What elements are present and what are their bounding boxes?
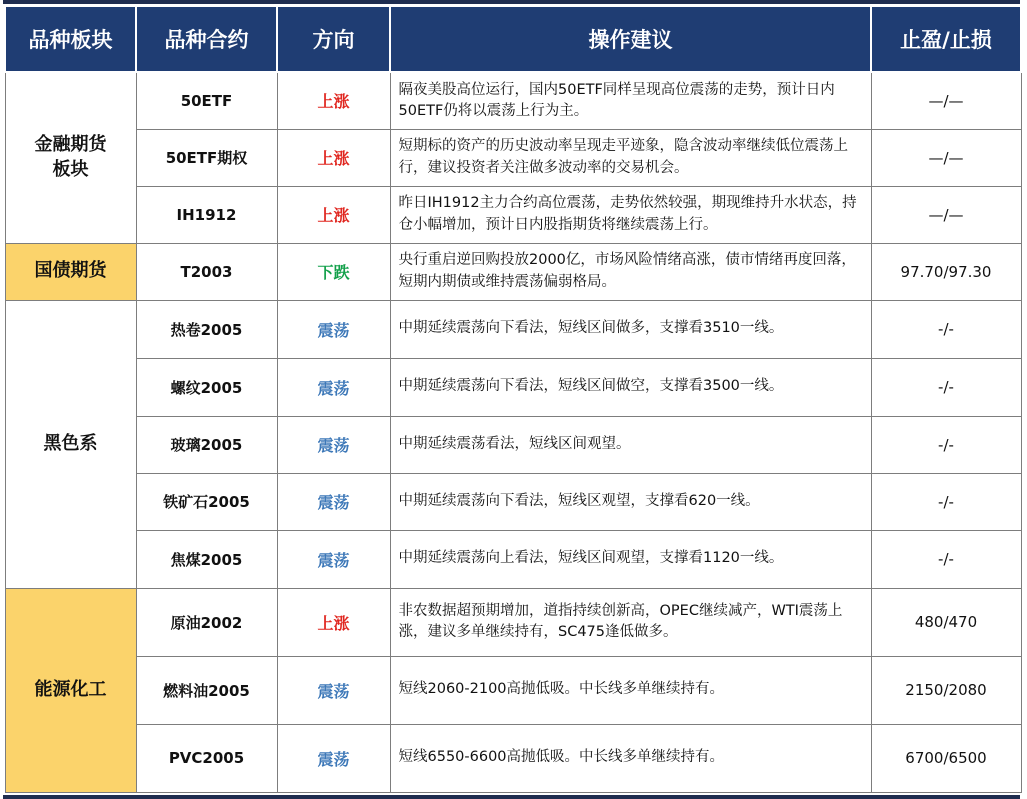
table-header-row xyxy=(5,6,1021,72)
direction-cell: 上涨 xyxy=(277,186,390,243)
futures-strategy-table xyxy=(4,5,1022,793)
contract-cell: 焦煤2005 xyxy=(136,530,277,588)
stop-cell: 480/470 xyxy=(871,588,1021,656)
stop-cell: 97.70/97.30 xyxy=(871,243,1021,300)
stop-cell: -/- xyxy=(871,358,1021,416)
contract-cell: PVC2005 xyxy=(136,724,277,792)
table-row xyxy=(5,530,1021,588)
table-row xyxy=(5,129,1021,186)
contract-cell: IH1912 xyxy=(136,186,277,243)
advice-cell: 中期延续震荡向下看法，短线区观望，支撑看620一线。 xyxy=(390,473,871,530)
advice-cell: 央行重启逆回购投放2000亿，市场风险情绪高涨，债市情绪再度回落，短期内期债或维持震荡偏弱格局。 xyxy=(390,243,871,300)
sector-cell: 国债期货 xyxy=(5,243,136,300)
header-stop: 止盈/止损 xyxy=(871,6,1021,72)
sector-cell: 金融期货 板块 xyxy=(5,72,136,243)
header-direction: 方向 xyxy=(277,6,390,72)
contract-cell: 原油2002 xyxy=(136,588,277,656)
stop-cell: -/- xyxy=(871,416,1021,473)
table-row xyxy=(5,300,1021,358)
bottom-border-line xyxy=(3,795,1020,799)
contract-cell: 螺纹2005 xyxy=(136,358,277,416)
header-sector: 品种板块 xyxy=(5,6,136,72)
sector-cell: 能源化工 xyxy=(5,588,136,792)
stop-cell: -/- xyxy=(871,300,1021,358)
advice-cell: 短期标的资产的历史波动率呈现走平迹象，隐含波动率继续低位震荡上行，建议投资者关注做多波动率的交易机会。 xyxy=(390,129,871,186)
table-row xyxy=(5,473,1021,530)
direction-cell: 上涨 xyxy=(277,588,390,656)
table-row xyxy=(5,186,1021,243)
advice-cell: 短线2060-2100高抛低吸。中长线多单继续持有。 xyxy=(390,656,871,724)
table-row xyxy=(5,243,1021,300)
direction-cell: 震荡 xyxy=(277,358,390,416)
stop-cell: 6700/6500 xyxy=(871,724,1021,792)
contract-cell: 玻璃2005 xyxy=(136,416,277,473)
table-row xyxy=(5,656,1021,724)
advice-cell: 短线6550-6600高抛低吸。中长线多单继续持有。 xyxy=(390,724,871,792)
contract-cell: 50ETF xyxy=(136,72,277,129)
contract-cell: 燃料油2005 xyxy=(136,656,277,724)
contract-cell: 热卷2005 xyxy=(136,300,277,358)
stop-cell: -/- xyxy=(871,473,1021,530)
advice-cell: 中期延续震荡向下看法，短线区间做多，支撑看3510一线。 xyxy=(390,300,871,358)
advice-cell: 非农数据超预期增加，道指持续创新高，OPEC继续减产，WTI震荡上涨，建议多单继续持有，SC475逢低做多。 xyxy=(390,588,871,656)
direction-cell: 下跌 xyxy=(277,243,390,300)
table-row xyxy=(5,588,1021,656)
sector-cell: 黑色系 xyxy=(5,300,136,588)
contract-cell: 铁矿石2005 xyxy=(136,473,277,530)
stop-cell: —/— xyxy=(871,72,1021,129)
table-row xyxy=(5,358,1021,416)
direction-cell: 上涨 xyxy=(277,129,390,186)
advice-cell: 中期延续震荡向上看法，短线区间观望，支撑看1120一线。 xyxy=(390,530,871,588)
advice-cell: 昨日IH1912主力合约高位震荡，走势依然较强，期现维持升水状态，持仓小幅增加，预计日内股指期货将继续震荡上行。 xyxy=(390,186,871,243)
header-contract: 品种合约 xyxy=(136,6,277,72)
table-body xyxy=(5,72,1021,792)
advice-cell: 隔夜美股高位运行，国内50ETF同样呈现高位震荡的走势，预计日内50ETF仍将以震荡上行为主。 xyxy=(390,72,871,129)
advice-cell: 中期延续震荡向下看法，短线区间做空，支撑看3500一线。 xyxy=(390,358,871,416)
direction-cell: 上涨 xyxy=(277,72,390,129)
table-row xyxy=(5,724,1021,792)
advice-cell: 中期延续震荡看法，短线区间观望。 xyxy=(390,416,871,473)
stop-cell: —/— xyxy=(871,186,1021,243)
direction-cell: 震荡 xyxy=(277,656,390,724)
stop-cell: 2150/2080 xyxy=(871,656,1021,724)
header-advice: 操作建议 xyxy=(390,6,871,72)
contract-cell: T2003 xyxy=(136,243,277,300)
direction-cell: 震荡 xyxy=(277,416,390,473)
direction-cell: 震荡 xyxy=(277,300,390,358)
stop-cell: -/- xyxy=(871,530,1021,588)
contract-cell: 50ETF期权 xyxy=(136,129,277,186)
stop-cell: —/— xyxy=(871,129,1021,186)
direction-cell: 震荡 xyxy=(277,530,390,588)
table-row xyxy=(5,72,1021,129)
table-row xyxy=(5,416,1021,473)
top-border-line xyxy=(3,0,1020,4)
direction-cell: 震荡 xyxy=(277,724,390,792)
direction-cell: 震荡 xyxy=(277,473,390,530)
